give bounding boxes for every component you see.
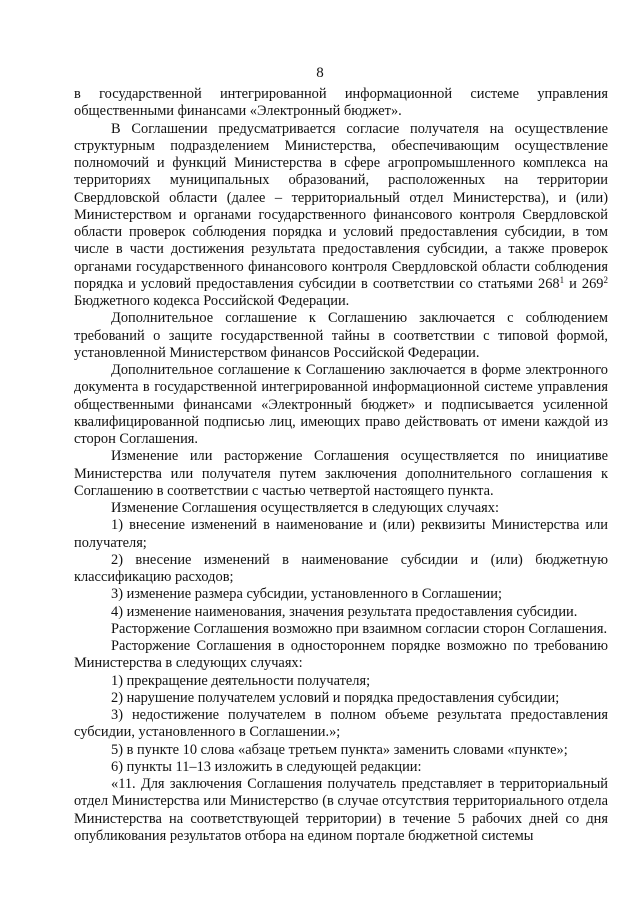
- list-item: 1) внесение изменений в наименование и (или) реквизиты Министерства или получателя;: [74, 517, 608, 551]
- paragraph: [74, 121, 608, 311]
- list-item: 2) внесение изменений в наименование субсидии и (или) бюджетную классификацию расходов;: [74, 551, 608, 585]
- paragraph: Дополнительное соглашение к Соглашению заключается с соблюдением требований о защите государственной тайны в соответствии с типовой формой, установленной Министерством финансов Российской Федерации.: [74, 310, 608, 361]
- list-item: 5) в пункте 10 слова «абзаце третьем пункта» заменить словами «пункте»;: [111, 741, 568, 758]
- list-item: 6) пункты 11–13 изложить в следующей редакции:: [111, 758, 422, 775]
- list-item: 1) прекращение деятельности получателя;: [111, 672, 371, 689]
- paragraph: «11. Для заключения Соглашения получатель представляет в территориальный отдел Министерства или Министерство (в случае отсутствия территориального отдела Министерства на соответствующей территории) в течение 5 рабочих дней со дня опубликования результатов отбора на едином портале бюджетной системы: [74, 776, 608, 844]
- page-number: 8: [316, 65, 324, 81]
- paragraph-text: В Соглашении предусматривается согласие получателя на осуществление структурным подразделением Министерства, обеспечивающим осуществление полномочий и функций Министерства в сфере агропромышленного комплекса на территориях муниципальных образований, расположенных на территории Свердловской области (далее – территориальный отдел Министерства), и (или) Министерством и органами государственного финансового контроля Свердловской области проверок соблюдения порядка и условий предоставления субсидии, в том числе в части достижения результата предоставления субсидии, а также проверок органами государственного финансового контроля Свердловской области соблюдения порядка и условий предоставления субсидии в соответствии со статьями 268: [74, 120, 608, 292]
- paragraph: Расторжение Соглашения в одностороннем порядке возможно по требованию Министерства в следующих случаях:: [74, 638, 608, 672]
- list-item: 3) изменение размера субсидии, установленного в Соглашении;: [111, 586, 502, 603]
- superscript: 1: [559, 274, 565, 285]
- list-item: 2) нарушение получателем условий и порядка предоставления субсидии;: [111, 689, 560, 706]
- paragraph: Изменение или расторжение Соглашения осуществляется по инициативе Министерства или получателя путем заключения дополнительного соглашения к Соглашению в соответствии с частью четвертой настоящего пункта.: [74, 448, 608, 499]
- list-item: 3) недостижение получателем в полном объеме результата предоставления субсидии, установленного в Соглашении.»;: [74, 707, 608, 741]
- superscript: 2: [603, 274, 609, 285]
- paragraph: Дополнительное соглашение к Соглашению заключается в форме электронного документа в государственной интегрированной информационной системе управления общественными финансами «Электронный бюджет» и подписывается усиленной квалифицированной подписью лиц, имеющих право действовать от имени каждой из сторон Соглашения.: [74, 362, 608, 447]
- paragraph: Расторжение Соглашения возможно при взаимном согласии сторон Соглашения.: [111, 620, 608, 637]
- list-item: 4) изменение наименования, значения результата предоставления субсидии.: [111, 603, 578, 620]
- paragraph: в государственной интегрированной информационной системе управления общественными финансами «Электронный бюджет».: [74, 86, 608, 120]
- document-body: [74, 86, 608, 845]
- paragraph-text: Бюджетного кодекса Российской Федерации.: [74, 293, 350, 309]
- paragraph: Изменение Соглашения осуществляется в следующих случаях:: [111, 500, 499, 516]
- paragraph-text: и 269: [564, 275, 604, 292]
